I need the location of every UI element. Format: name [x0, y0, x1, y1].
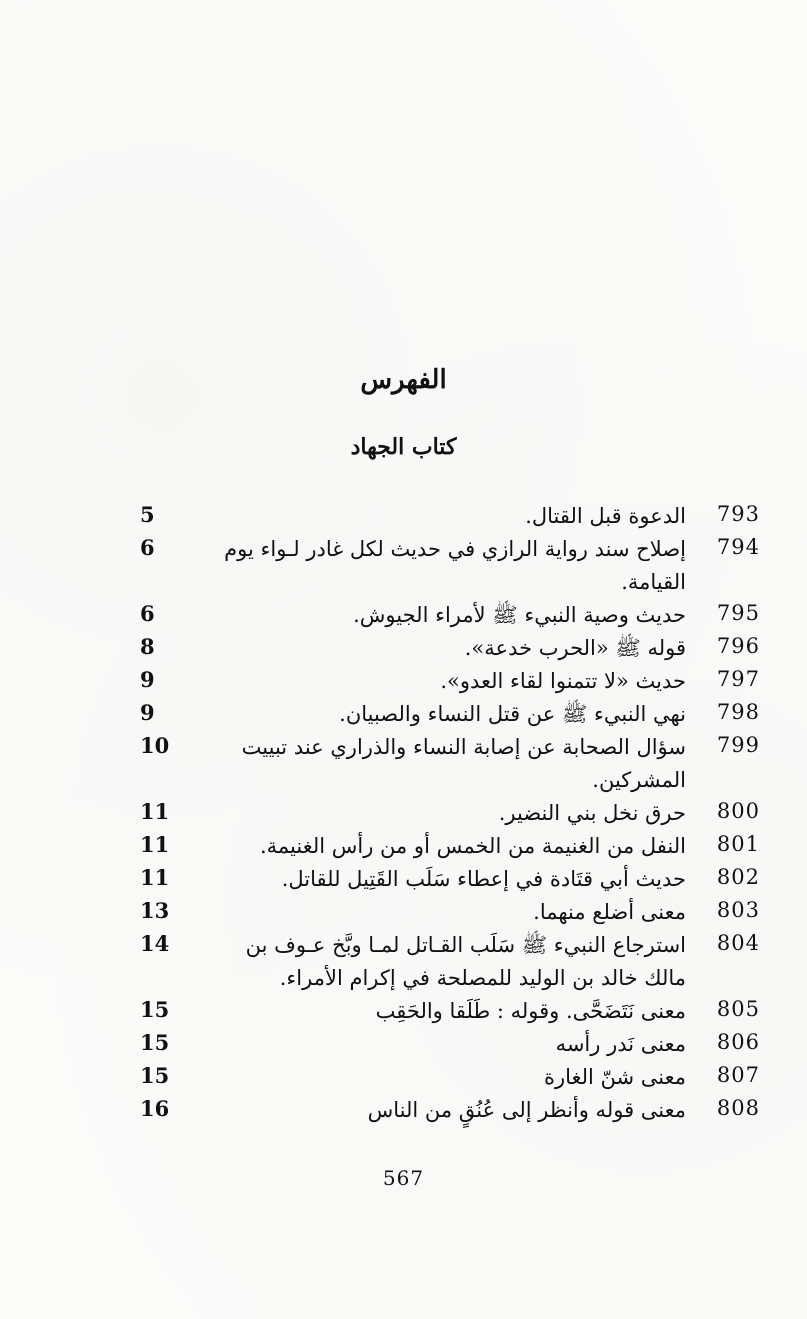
toc-entry: [140, 929, 766, 995]
entry-number: 797: [716, 667, 760, 691]
entry-page: 11: [140, 832, 170, 857]
entry-number: 803: [716, 898, 760, 922]
entry-number: 800: [716, 799, 760, 823]
entry-title: حرق نخل بني النضير.: [498, 801, 686, 825]
entry-number: 801: [716, 832, 760, 856]
entry-number: 807: [716, 1063, 760, 1087]
entry-number: 808: [716, 1096, 760, 1120]
entry-page: 14: [140, 931, 170, 956]
entry-number: 799: [716, 733, 760, 757]
entry-page: 15: [140, 1030, 170, 1055]
entry-title: حديث أبي قتَادة في إعطاء سَلَب القَتِيل للقاتل.: [281, 867, 686, 891]
entry-number: 806: [716, 1030, 760, 1054]
toc-entry: [140, 830, 766, 863]
entry-title: معنى نَتَضَحَّى. وقوله : طَلَقا والحَقِب: [375, 999, 686, 1023]
entry-page: 15: [140, 997, 170, 1022]
entry-number: 804: [716, 931, 760, 955]
toc-entry: [140, 632, 766, 665]
entry-title: حديث وصية النبيء ﷺ لأمراء الجيوش.: [353, 603, 686, 627]
toc-entry: [140, 797, 766, 830]
entry-page: 15: [140, 1063, 170, 1088]
entry-number: 805: [716, 997, 760, 1021]
page-number: 567: [382, 1166, 425, 1190]
entry-page: 9: [140, 700, 155, 725]
entry-title: سؤال الصحابة عن إصابة النساء والذراري عند تبييت المشركين.: [241, 735, 686, 792]
toc-entry: [140, 698, 766, 731]
entry-number: 794: [716, 535, 760, 559]
entry-page: 13: [140, 898, 170, 923]
entry-title: الدعوة قبل القتال.: [525, 504, 686, 528]
entry-page: 8: [140, 634, 155, 659]
entry-page: 9: [140, 667, 155, 692]
entry-title: معنى قوله وأنظر إلى عُنُقٍ من الناس: [367, 1098, 686, 1122]
entry-page: 6: [140, 535, 155, 560]
toc-entry: [140, 1061, 766, 1094]
entry-page: 5: [140, 502, 155, 527]
entry-page: 11: [140, 865, 170, 890]
toc-entry: [140, 665, 766, 698]
section-title: كتاب الجهاد: [350, 434, 457, 460]
toc-entry: [140, 599, 766, 632]
toc-entry: [140, 533, 766, 599]
entry-page: 16: [140, 1096, 170, 1121]
entry-title: النفل من الغنيمة من الخمس أو من رأس الغنيمة.: [259, 834, 686, 858]
toc-entry: [140, 731, 766, 797]
entry-title: قوله ﷺ «الحرب خدعة».: [464, 636, 686, 660]
entry-title: معنى نَدر رأسه: [555, 1032, 686, 1056]
toc-entry: [140, 995, 766, 1028]
entry-number: 798: [716, 700, 760, 724]
entry-title: نهي النبيء ﷺ عن قتل النساء والصبيان.: [339, 702, 686, 726]
entry-number: 793: [716, 502, 760, 526]
entry-number: 796: [716, 634, 760, 658]
entry-title: معنى أضلع منهما.: [533, 900, 686, 924]
page-title: الفهرس: [360, 365, 447, 395]
entry-number: 802: [716, 865, 760, 889]
entry-title: حديث «لا تتمنوا لقاء العدو».: [440, 669, 686, 693]
entry-page: 11: [140, 799, 170, 824]
entry-page: 10: [140, 733, 170, 758]
toc-entry: [140, 863, 766, 896]
toc-entry: [140, 1094, 766, 1127]
toc-entry: [140, 1028, 766, 1061]
entry-number: 795: [716, 601, 760, 625]
table-of-contents: [140, 500, 766, 1127]
entry-title: استرجاع النبيء ﷺ سَلَب القـاتل لمـا وبَّخ عـوف بن مالك خالد بن الوليد للمصلحة في إكرام الأمراء.: [245, 933, 686, 990]
toc-entry: [140, 500, 766, 533]
toc-entry: [140, 896, 766, 929]
entry-title: معنى شنّ الغارة: [543, 1065, 686, 1089]
entry-page: 6: [140, 601, 155, 626]
entry-title: إصلاح سند رواية الرازي في حديث لكل غادر لـواء يوم القيامة.: [224, 537, 686, 594]
